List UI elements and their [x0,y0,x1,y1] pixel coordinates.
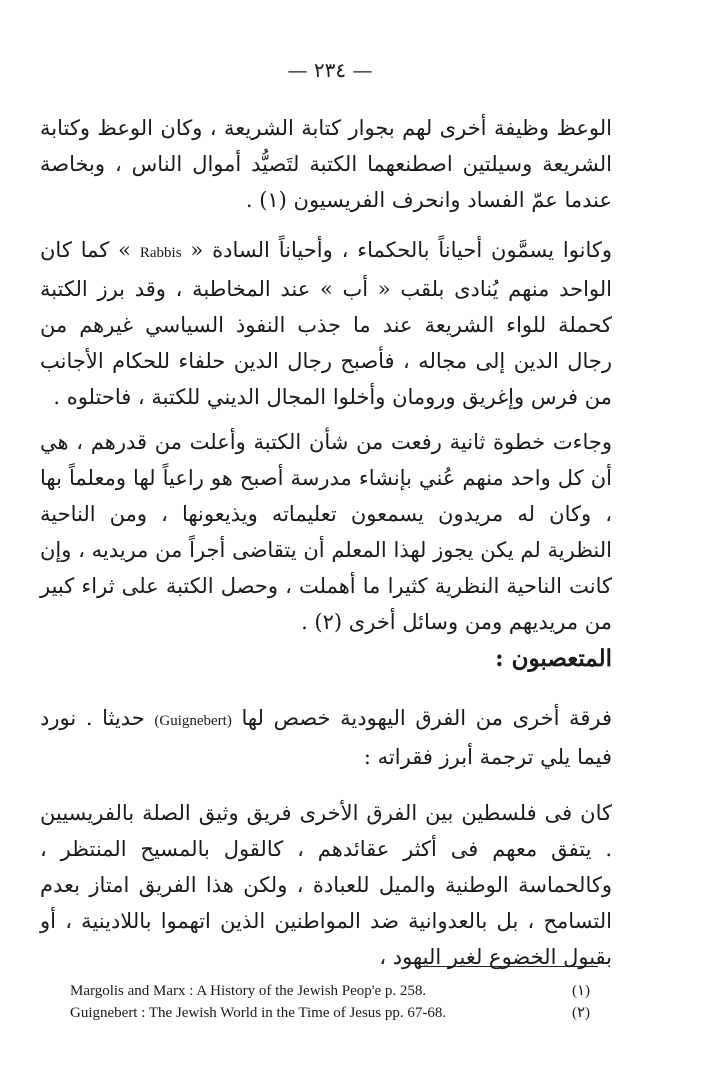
footnote-text: Guignebert : The Jewish World in the Time of Jesus pp. 67-68. [70,1005,447,1021]
footnote-text: Margolis and Marx : A History of the Jewish Peop'e p. 258. [70,983,427,999]
page-number: — ٢٣٤ — [287,58,373,82]
footnote-1 [70,980,590,1002]
footnotes [70,980,590,1024]
section-heading-zealots: المتعصبون : [495,645,612,672]
paragraph-text-rest: حديثا . نورد فيما يلي ترجمة أبرز فقراته : [40,706,612,769]
footnote-divider [418,966,598,967]
paragraph-text: وجاءت خطوة ثانية رفعت من شأن الكتبة وأعلت من قدرهم ، هي أن كل واحد منهم عُني بإنشاء مدرسة أصبح هو راعياً لها ومعلماً بها ، وكان له مريدون يسمعون تعليماته ويذيعونها ، ومن الناحية النظرية لم يكن يجوز لهذا المعلم أن يتقاضى أجراً من مريديه ، وإن كانت الناحية النظرية كثيرا ما أهملت ، وحصل الكتبة على ثراء كبير من مريديهم ومن وسائل أخرى (٢) . [40,430,612,634]
paragraph-text [40,232,612,415]
latin-term-guignebert: (Guignebert) [154,713,232,729]
paragraph-text-start: وكانوا يسمَّون أحياناً بالحكماء ، وأحياناً السادة « [181,238,612,262]
footnote-marker: (١) [571,983,590,999]
paragraph-scribes-schools [40,424,612,640]
footnote-marker: (٢) [571,1005,590,1021]
latin-term-rabbis: Rabbis [139,245,182,261]
footnote-2 [70,1002,590,1024]
paragraph-zealots-description [40,795,612,975]
paragraph-text-start: فرقة أخرى من الفرق اليهودية خصص لها [231,706,612,730]
paragraph-scribes-titles [40,232,612,415]
paragraph-zealots-intro [40,700,612,775]
paragraph-text-rest: » كما كان الواحد منهم يُنادى بلقب « أب » عند المخاطبة ، وقد برز الكتبة كحملة للواء الشريعة عند ما جذب النفوذ السياسي غيرهم من رجال الدين إلى مجاله ، فأصبح رجال الدين حلفاء للحكام الأجانب من فرس وإغريق ورومان وأخلوا المجال الديني للكتبة ، فاحتلوه . [40,238,612,409]
paragraph-text [40,700,612,775]
paragraph-text: الوعظ وظيفة أخرى لهم بجوار كتابة الشريعة ، وكان الوعظ وكتابة الشريعة وسيلتين اصطنعهما الكتبة لتَصيُّد أموال الناس ، وبخاصة عندما عمّ الفساد وانحرف الفريسيون (١) . [40,116,613,212]
paragraph-text: كان فى فلسطين بين الفرق الأخرى فريق وثيق الصلة بالفريسيين . يتفق معهم فى أكثر عقائدهم ، كالقول بالمسيح المنتظر ، وكالحماسة الوطنية والميل للعبادة ، ولكن هذا الفريق امتاز بعدم التسامح ، بل بالعدوانية ضد المواطنين الذين اتهموا باللادينية ، أو بقبول الخضوع لغير اليهود ، [40,801,612,969]
paragraph-scribes-preaching [40,110,612,218]
